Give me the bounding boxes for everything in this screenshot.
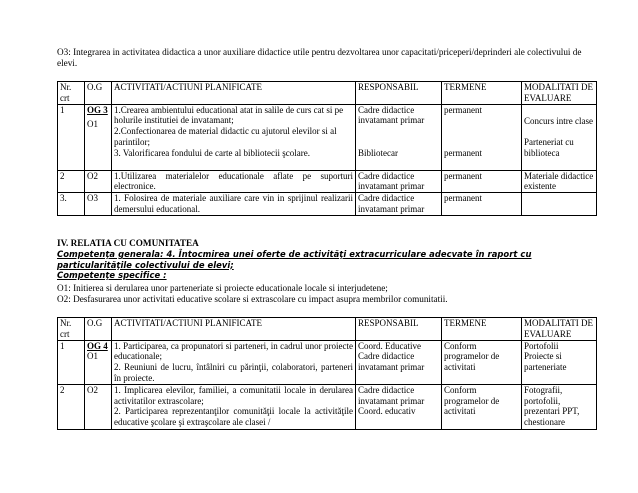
row-og: O2 [85,384,112,429]
col-og-header: O.G [85,82,112,105]
col-activities-header: ACTIVITATI/ACTIUNI PLANIFICATE [112,82,356,105]
objective-o2: O2: Desfasurarea unor activitati educative scolare si extrascolare cu impact asupra membrilor comunitatii. [57,294,448,304]
table-row [58,170,597,193]
og-code: OG 4 [87,340,108,351]
evaluare-text: parteneriate [524,362,567,373]
responsabil-text: invatamant primar [358,362,425,373]
activity-item: 1.Crearea ambientului educational atat in salile de curs cat si pe holurile institutiei de invatamant; [114,104,344,126]
responsabil-text: invatamant primar [358,395,425,406]
activity-item: 2. Participarea reprezentanţilor comunităţii locale la activităţile educative şcolare şi extraşcolare ale clasei / [114,406,353,428]
evaluare-text: chestionare [524,417,565,428]
row-responsabil: Cadre didactice invatamant primar [356,193,442,216]
row-evaluare: Materiale didactice existente [522,170,597,193]
row-responsabil [356,384,442,429]
table-row [58,104,597,170]
responsabil-text: Cadre didactice [358,351,415,362]
activity-item: 2.Confectionarea de material didactic cu ajutorul elevilor si al parintilor; [114,126,337,147]
table-row [58,193,597,216]
evaluare-text: Portofolii [524,340,559,351]
specific-competences-heading: Competenţe specifice : [57,270,167,280]
og-code: OG 3 [87,104,108,115]
responsabil-text: Coord. educativ [358,406,416,417]
evaluare-text: Fotografii, [524,384,563,395]
col-termene-header: TERMENE [442,82,522,105]
objective-o1: O1: Initierea si derularea unor parteneriate si proiecte educationale locale si interjudetene; [57,283,388,293]
row-termene: Conform programelor de activitati [442,340,522,384]
col-termene-header: TERMENE [442,318,522,341]
row-responsabil [356,104,442,170]
responsabil-text: Coord. Educative [358,340,421,351]
col-evaluare-header: MODALITATI DE EVALUARE [522,82,597,105]
row-nr: 1 [58,340,85,384]
evaluare-text: portofolii, [524,395,561,406]
row-nr: 1 [58,104,85,170]
col-responsabil-header: RESPONSABIL [356,318,442,341]
row-evaluare [522,104,597,170]
responsabil-text: Cadre didactice [358,384,415,395]
row-activities: 1.Utilizarea materialelor educationale aflate pe suporturi electronice. [112,170,356,193]
objectives-table [57,81,597,216]
row-og [85,340,112,384]
section-title: IV. RELATIA CU COMUNITATEA [57,238,199,248]
community-table [57,317,597,430]
row-og [85,104,112,170]
col-evaluare-header: MODALITATI DE EVALUARE [522,318,597,341]
termen-text: permanent [444,104,482,115]
evaluare-text: Concurs intre clase [524,115,593,126]
col-nr-header: Nr. crt [58,82,85,105]
row-termene: permanent [442,170,522,193]
activity-item: 3. Valorificarea fondului de carte al bibliotecii şcolare. [114,147,311,158]
row-activities [112,340,356,384]
table-header-row [58,318,597,341]
evaluare-text: Parteneriat cu biblioteca [524,137,574,159]
activity-item: 1. Participarea, ca propunatori si parteneri, in cadrul unor proiecte educationale; [114,340,353,362]
row-og: O3 [85,193,112,216]
responsabil-text: Bibliotecar [358,148,398,159]
row-og: O2 [85,170,112,193]
row-evaluare [522,193,597,216]
row-responsabil: Cadre didactice invatamant primar [356,170,442,193]
row-termene: permanent [442,193,522,216]
general-competence: Competenţa generala: 4. Întocmirea unei oferte de activităţi extracurriculare adecvate în raport cu particularităţile colectivului de elevi; [57,249,532,270]
col-responsabil-header: RESPONSABIL [356,82,442,105]
col-og-header: O.G [85,318,112,341]
row-responsabil [356,340,442,384]
evaluare-text: Proiecte si [524,351,562,362]
row-nr: 2 [58,170,85,193]
activity-item: 1. Implicarea elevilor, familiei, a comunitatii locale in derularea activitatilor extrascolare; [114,384,353,406]
table-row [58,384,597,429]
row-nr: 3. [58,193,85,216]
table-row [58,340,597,384]
row-activities [112,384,356,429]
row-activities: 1. Folosirea de materiale auxiliare care vin in sprijinul realizarii demersului educational. [112,193,356,216]
row-activities [112,104,356,170]
row-evaluare [522,384,597,429]
objective-code: O1 [87,119,98,130]
objective-code: O1 [87,351,98,362]
termen-text: permanent [444,148,482,159]
activity-item: 2. Reuniuni de lucru, întâlniri cu părinţii, colaboratori, parteneri în proiecte. [114,362,353,383]
col-nr-header: Nr. crt [58,318,85,341]
row-nr: 2 [58,384,85,429]
row-evaluare [522,340,597,384]
col-activities-header: ACTIVITATI/ACTIUNI PLANIFICATE [112,318,356,341]
row-termene [442,104,522,170]
responsabil-text: Cadre didactice invatamant primar [358,104,425,126]
evaluare-text: prezentari PPT, [524,406,580,417]
row-termene: Conform programelor de activitati [442,384,522,429]
intro-objective-o3: O3: Integrarea in activitatea didactica a unor auxiliare didactice utile pentru dezvoltarea unor capacitati/priceperi/deprinderi ale colectivului de elevi. [57,47,582,68]
table-header-row [58,82,597,105]
